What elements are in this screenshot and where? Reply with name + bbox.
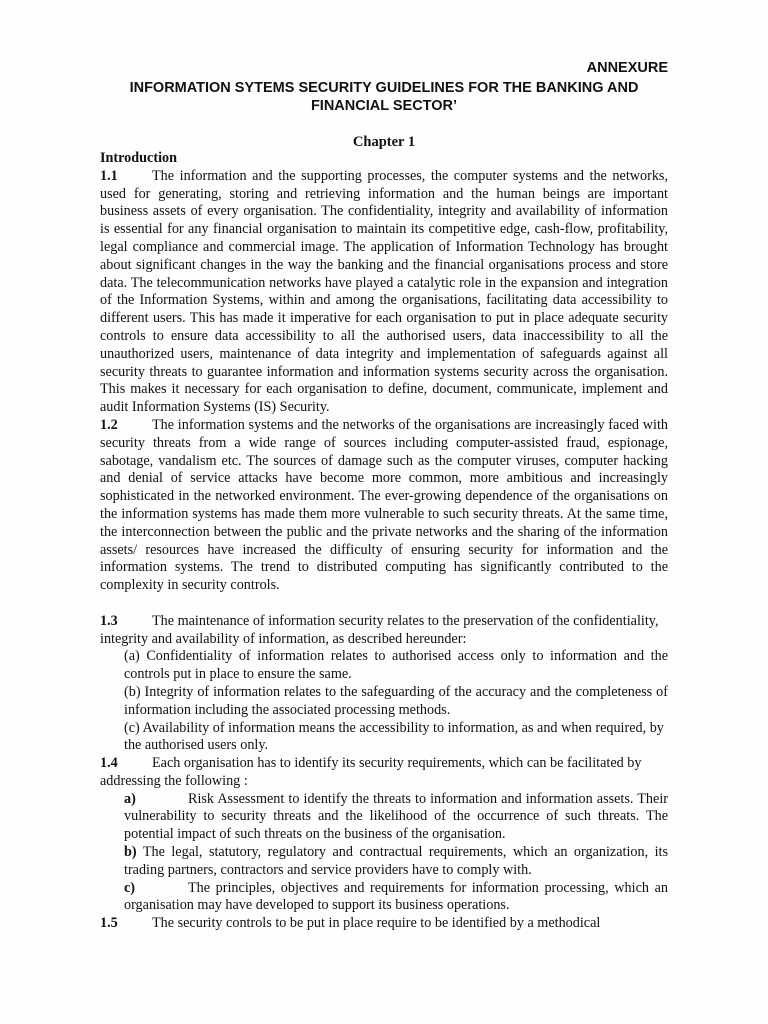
item-label: a) (124, 790, 136, 807)
paragraph-1-2 (100, 417, 668, 595)
section-text: The information and the supporting processes, the computer systems and the networks, used for generating, storing and retrieving information and the human beings are important business assets of every organisation. The confidentiality, integrity and availability of information is essential for any financial organisation to maintain its competitive edge, cash-flow, profitability, legal compliance and commercial image. The application of Information Technology has brought about significant changes in the way the banking and the financial organisations process and store data. The telecommunication networks have played a catalytic role in the expansion and integration of the Information Systems, within and among the organisations, facilitating data accessibility to different users. This has made it imperative for each organisation to put in place adequate security controls to ensure data accessibility to all the authorised users, data inaccessibility to all the unauthorized users, maintenance of data integrity and implementation of safeguards against all security threats to guarantee information and information systems security across the organisation. This makes it necessary for each organisation to define, document, communicate, implement and audit Information Systems (IS) Security. (100, 167, 668, 416)
item-text: The legal, statutory, regulatory and contractual requirements, which an organization, its trading partners, contractors and service providers have to comply with. (124, 844, 668, 878)
section-text: The maintenance of information security relates to the preservation of the confidentiality, integrity and availability of information, as described hereunder: (100, 612, 659, 647)
paragraph-1-5 (100, 915, 668, 933)
annexure-label: ANNEXURE (586, 60, 668, 76)
introduction-heading: Introduction (100, 150, 177, 166)
item-1-3-b: (b) Integrity of information relates to the safeguarding of the accuracy and the completeness of information including the associated processing methods. (124, 683, 668, 718)
section-text: Each organisation has to identify its security requirements, which can be facilitated by addressing the following : (100, 755, 642, 789)
chapter-heading: Chapter 1 (352, 134, 416, 150)
item-1-4-a (100, 791, 668, 844)
section-number: 1.1 (100, 167, 118, 184)
item-label: c) (124, 879, 136, 896)
section-text: The security controls to be put in place require to be identified by a methodical (152, 915, 601, 932)
section-number: 1.2 (100, 416, 118, 433)
section-number: 1.3 (100, 612, 118, 629)
section-number: 1.4 (100, 755, 118, 772)
section-text: The information systems and the networks of the organisations are increasingly faced with security threats from a wide range of sources including computer-assisted fraud, espionage, sabotage, vandalism etc. The sources of damage such as the computer viruses, computer hacking and denial of service attacks have become more common, more ambitious and increasingly sophisticated in the networked environment. The ever-growing dependence of the organisations on the information systems has made them more vulnerable to such security threats. At the same time, the interconnection between the public and the private networks and the sharing of the information assets/ resources have increased the difficulty of ensuring security for information and the information systems. The trend to distributed computing has significantly contributed to the complexity in security controls. (100, 416, 668, 594)
item-text: The principles, objectives and requirements for information processing, which an organisation may have developed to support its business operations. (124, 879, 668, 914)
item-1-4-b (100, 844, 668, 880)
paragraph-1-1 (100, 168, 668, 417)
paragraph-gap (100, 595, 668, 613)
section-number: 1.5 (100, 915, 118, 932)
item-1-3-c: (c) Availability of information means the accessibility to information, as and when required, by the authorised users only. (124, 719, 664, 754)
item-text: Risk Assessment to identify the threats to information and information assets. Their vulnerability to security threats and the likelihood of the occurrence of such threats. The potential impact of such threats on the business of the organisation. (124, 790, 668, 843)
item-1-4-c (100, 880, 668, 916)
item-label: b) (124, 844, 137, 861)
paragraph-1-4 (100, 755, 668, 791)
paragraph-1-3 (100, 613, 668, 649)
item-1-3-a: (a) Confidentiality of information relates to authorised access only to information and the controls put in place to ensure the same. (124, 648, 668, 683)
document-title: INFORMATION SYTEMS SECURITY GUIDELINES FOR THE BANKING AND FINANCIAL SECTOR’ (129, 80, 639, 114)
document-body (100, 150, 668, 933)
